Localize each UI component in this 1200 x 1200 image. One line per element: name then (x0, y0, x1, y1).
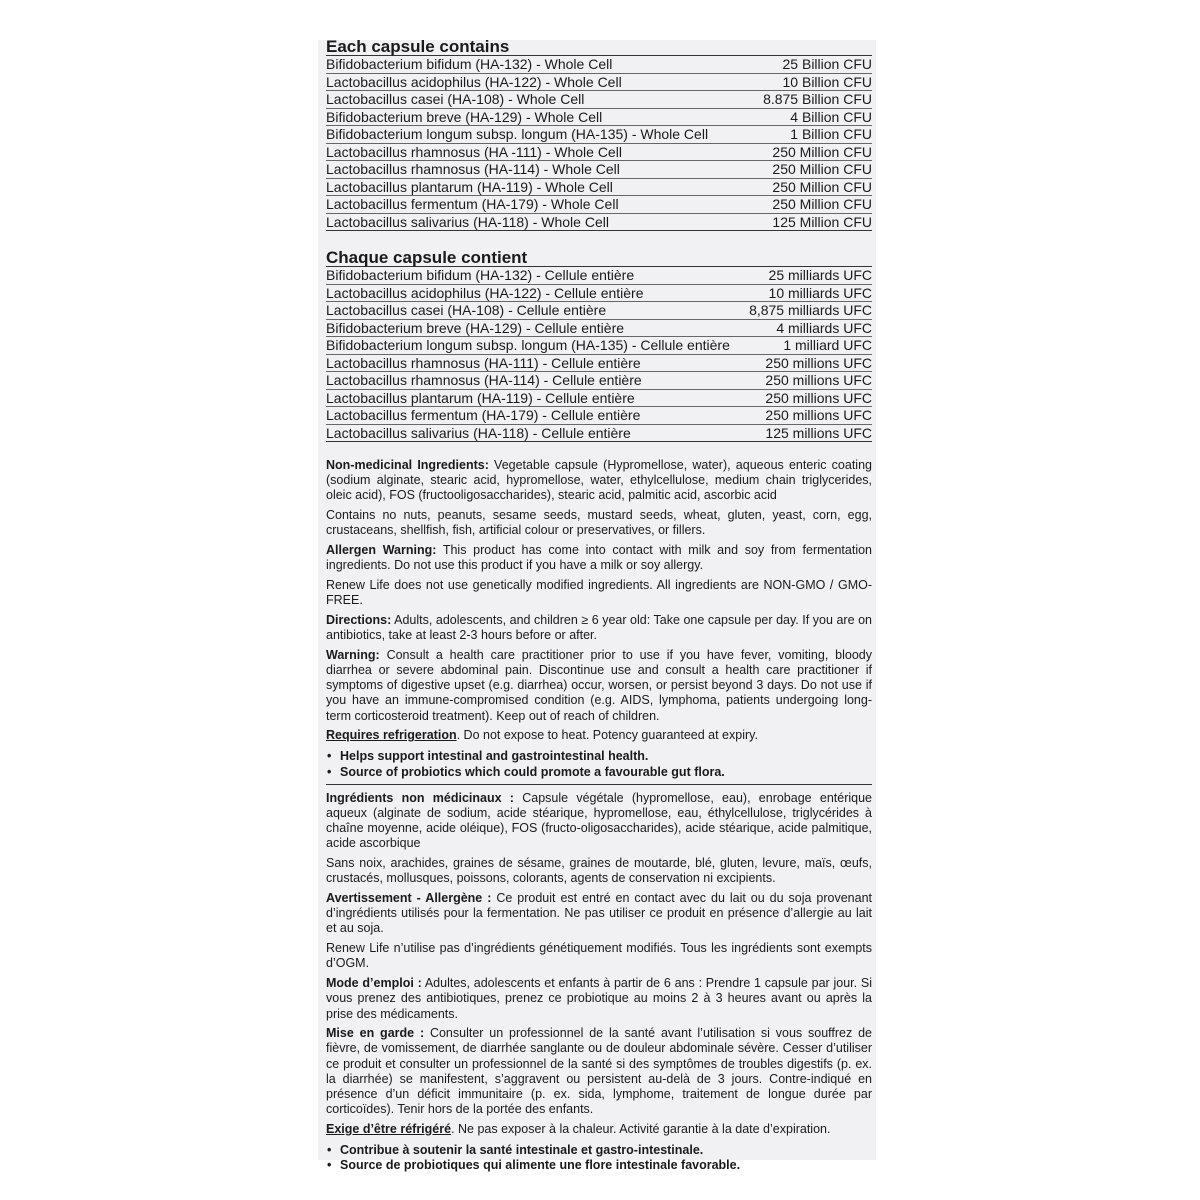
fr-warning-text: Consulter un professionnel de la santé avant l’utilisation si vous souffrez de fièvre, de vomissement, de diarrhée sanglante ou de douleur abdominale sévère. Cesser d’utiliser ce produit et consulter un professionnel de la santé si des symptômes de troubles digestifs (p. ex. la diarrhée) se manifestent, s’aggravent ou persistent au-delà de 3 jours. Contre-indiqué en présence d’un déficit immunitaire (p. ex. sida, lymphome, traitement de longue durée par corticoïdes). Tenir hors de la portée des enfants. (326, 1026, 872, 1117)
ingredient-amount: 25 Billion CFU (782, 56, 872, 72)
ingredient-name: Lactobacillus plantarum (HA-119) - Whole Cell (326, 178, 613, 195)
en-contains-no: Contains no nuts, peanuts, sesame seeds, mustard seeds, wheat, gluten, yeast, corn, egg, crustaceans, shellfish, fish, artificial colour or preservatives, or fillers. (326, 508, 872, 538)
ingredient-amount: 250 Million CFU (772, 196, 872, 212)
ingredient-name: Lactobacillus fermentum (HA-179) - Whole Cell (326, 196, 619, 212)
en-ingredient-row (326, 161, 872, 179)
en-directions-label: Directions: (326, 612, 392, 627)
en-claim-item: • Source of probiotics which could promote a favourable gut flora. (326, 765, 872, 780)
en-ingredient-row (326, 179, 872, 197)
en-claim-item: • Helps support intestinal and gastrointestinal health. (326, 749, 872, 764)
en-ingredient-row (326, 109, 872, 127)
ingredient-amount: 125 Million CFU (772, 213, 872, 230)
ingredient-name: Bifidobacterium bifidum (HA-132) - Cellule entière (326, 267, 635, 283)
ingredient-name: Lactobacillus salivarius (HA-118) - Cellule entière (326, 424, 631, 441)
fr-directions-text: Adultes, adolescents et enfants à partir de 6 ans : Prendre 1 capsule par jour. Si vous prenez des antibiotiques, prenez ce probiotique au moins 2 à 3 heures avant ou après la prise des médicaments. (326, 976, 872, 1021)
ingredient-amount: 8,875 milliards UFC (749, 302, 872, 318)
fr-gmo: Renew Life n’utilise pas d’ingrédients génétiquement modifiés. Tous les ingrédients sont exempts d’OGM. (326, 941, 872, 971)
fr-ingredient-row (326, 320, 872, 338)
en-allergen-text: This product has come into contact with milk and soy from fermentation ingredients. Do not use this product if you have a milk or soy allergy. (326, 543, 872, 573)
fr-refrigeration (326, 1122, 872, 1137)
fr-directions-label: Mode d’emploi : (326, 976, 422, 991)
fr-directions (326, 976, 872, 1022)
ingredient-amount: 250 millions UFC (765, 372, 872, 388)
en-ingredient-row (326, 74, 872, 92)
ingredient-name: Lactobacillus rhamnosus (HA-111) - Cellule entière (326, 354, 641, 371)
ingredient-name: Bifidobacterium longum subsp. longum (HA-135) - Whole Cell (326, 126, 709, 142)
en-table-title: Each capsule contains (326, 40, 872, 56)
ingredient-amount: 1 milliard UFC (783, 337, 872, 353)
ingredient-name: Lactobacillus rhamnosus (HA -111) - Whole Cell (326, 143, 622, 160)
fr-ingredient-row (326, 267, 872, 285)
en-warning-label: Warning: (326, 647, 380, 662)
ingredient-name: Lactobacillus salivarius (HA-118) - Whole Cell (326, 213, 609, 230)
fr-claim-item: • Contribue à soutenir la santé intestinale et gastro-intestinale. (326, 1143, 872, 1158)
ingredient-amount: 250 Million CFU (772, 143, 872, 160)
ingredient-amount: 25 milliards UFC (768, 267, 872, 283)
ingredient-name: Bifidobacterium breve (HA-129) - Whole Cell (326, 108, 603, 125)
ingredient-amount: 4 milliards UFC (776, 319, 872, 336)
en-ingredient-row (326, 126, 872, 144)
en-nonmedicinal-label: Non-medicinal Ingredients: (326, 458, 489, 472)
fr-ingredient-table (326, 267, 872, 442)
fr-ingredient-row (326, 285, 872, 303)
fr-nonmedicinal (326, 791, 872, 852)
en-allergen-label: Allergen Warning: (326, 543, 437, 558)
en-claims-list (326, 749, 872, 779)
ingredient-amount: 250 Million CFU (772, 178, 872, 195)
ingredient-amount: 8.875 Billion CFU (763, 91, 872, 107)
en-nonmedicinal (326, 458, 872, 504)
en-gmo: Renew Life does not use genetically modified ingredients. All ingredients are NON-GMO / GMO-FREE. (326, 577, 872, 608)
en-warning-text: Consult a health care practitioner prior to use if you have fever, vomiting, bloody diarrhea or severe abdominal pain. Discontinue use and consult a health care practitioner if symptoms of digestive upset (e.g. diarrhea) occur, worsen, or persist beyond 3 days. Do not use if you have an immune-compromised condition (e.g. AIDS, lymphoma, patients undergoing long-term corticosteroid treatment). Keep out of reach of children. (326, 647, 872, 723)
fr-refrigeration-text: . Ne pas exposer à la chaleur. Activité garantie à la date d’expiration. (451, 1121, 831, 1136)
ingredient-name: Bifidobacterium breve (HA-129) - Cellule entière (326, 319, 625, 336)
fr-warning (326, 1026, 872, 1117)
ingredient-name: Lactobacillus rhamnosus (HA-114) - Cellule entière (326, 372, 642, 388)
ingredient-amount: 250 millions UFC (765, 407, 872, 423)
ingredient-amount: 4 Billion CFU (790, 108, 872, 125)
fr-claims-list (326, 1143, 872, 1173)
fr-nonmedicinal-text: Capsule végétale (hypromellose, eau), enrobage entérique aqueux (alginate de sodium, acide stéarique, hypromellose, eau, éthylcellulose, triglycérides à chaîne moyenne, acide oléique), FOS (fructo-oligosaccharides), acide stéarique, acide palmitique, acide ascorbique (326, 790, 872, 851)
en-directions-text: Adults, adolescents, and children ≥ 6 year old: Take one capsule per day. If you are on antibiotics, take at least 2-3 hours before or after. (326, 612, 872, 643)
en-ingredient-row (326, 144, 872, 162)
ingredient-amount: 250 millions UFC (765, 389, 872, 406)
ingredient-name: Lactobacillus acidophilus (HA-122) - Cellule entière (326, 284, 644, 301)
fr-refrigeration-label: Exige d’être réfrigéré (326, 1121, 452, 1136)
fr-ingredient-row (326, 302, 872, 320)
ingredient-amount: 10 Billion CFU (782, 73, 872, 90)
en-ingredient-row (326, 56, 872, 74)
ingredient-name: Lactobacillus rhamnosus (HA-114) - Whole Cell (326, 161, 620, 177)
ingredient-name: Lactobacillus casei (HA-108) - Cellule entière (326, 302, 607, 318)
fr-allergen-label: Avertissement - Allergène : (326, 891, 492, 906)
fr-ingredient-row (326, 407, 872, 425)
ingredient-name: Bifidobacterium longum subsp. longum (HA-135) - Cellule entière (326, 337, 730, 353)
ingredient-name: Lactobacillus plantarum (HA-119) - Cellule entière (326, 389, 635, 406)
fr-ingredient-row (326, 337, 872, 355)
fr-warning-label: Mise en garde : (326, 1026, 425, 1041)
ingredient-name: Lactobacillus casei (HA-108) - Whole Cell (326, 91, 585, 107)
ingredient-amount: 125 millions UFC (765, 424, 872, 441)
ingredient-amount: 1 Billion CFU (790, 126, 872, 142)
fr-ingredient-row (326, 425, 872, 442)
ingredient-amount: 10 milliards UFC (768, 284, 872, 301)
ingredient-amount: 250 Million CFU (772, 161, 872, 177)
ingredient-name: Lactobacillus fermentum (HA-179) - Cellule entière (326, 407, 641, 423)
fr-ingredient-row (326, 390, 872, 408)
fr-allergen-text: Ce produit est entré en contact avec du lait ou du soja provenant d’ingrédients utilisés pour la fermentation. Ne pas utiliser ce produit en présence d’allergie au lait et au soja. (326, 891, 873, 936)
fr-ingredient-row (326, 355, 872, 373)
en-directions (326, 613, 872, 643)
en-ingredient-table (326, 56, 872, 231)
fr-nonmedicinal-label: Ingrédients non médicinaux : (326, 790, 514, 805)
en-ingredient-row (326, 91, 872, 109)
en-nonmedicinal-text: Vegetable capsule (Hypromellose, water), aqueous enteric coating (sodium alginate, stearic acid, hypromellose, water, ethylcellulose, medium chain triglycerides, oleic acid), FOS (fructooligosaccharides), stearic acid, palmitic acid, ascorbic acid (326, 458, 872, 503)
fr-allergen (326, 891, 872, 937)
ingredient-amount: 250 millions UFC (765, 354, 872, 371)
en-refrigeration (326, 728, 872, 743)
en-ingredient-row (326, 214, 872, 231)
en-ingredient-row (326, 196, 872, 214)
fr-ingredient-row (326, 372, 872, 390)
ingredient-name: Lactobacillus acidophilus (HA-122) - Whole Cell (326, 73, 622, 90)
en-refrigeration-label: Requires refrigeration (326, 728, 457, 743)
fr-claim-item: • Source de probiotiques qui alimente une flore intestinale favorable. (326, 1158, 872, 1173)
fr-contains-no: Sans noix, arachides, graines de sésame, graines de moutarde, blé, gluten, levure, maïs, œufs, crustacés, mollusques, poissons, colorants, agents de conservation ni excipients. (326, 856, 872, 886)
ingredient-name: Bifidobacterium bifidum (HA-132) - Whole Cell (326, 56, 613, 72)
fr-table-title: Chaque capsule contient (326, 251, 872, 267)
label-panel (318, 37, 876, 1173)
en-refrigeration-text: . Do not expose to heat. Potency guaranteed at expiry. (456, 728, 758, 743)
en-allergen (326, 543, 872, 573)
en-warning (326, 648, 872, 724)
language-divider (326, 784, 872, 785)
